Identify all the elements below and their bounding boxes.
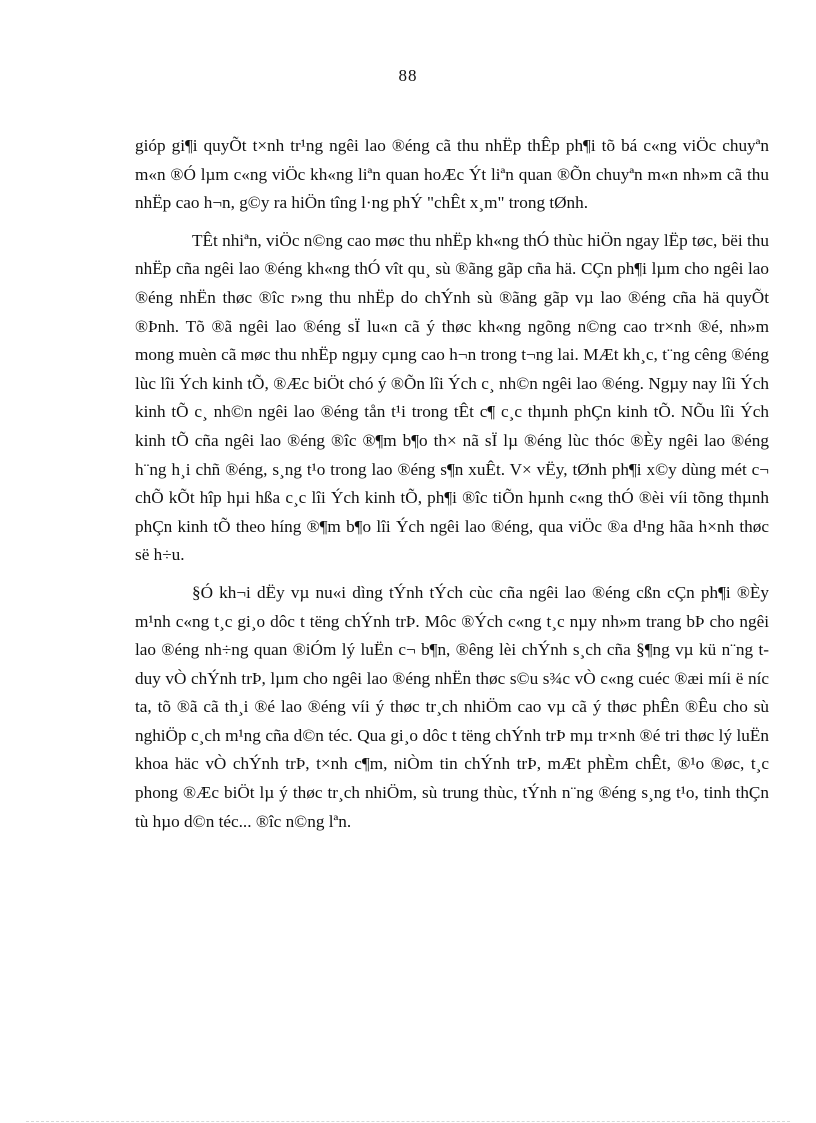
paragraph-2: TÊt nhiªn, viÖc n©ng cao møc thu nhËp kh«ng thÓ thùc hiÖn ngay lËp tøc, bëi thu nhËp cña ngêi lao ®éng kh«ng thÓ vît qu¸ sù ®ãng gãp cña hä. CÇn ph¶i lµm cho ngêi lao ®éng nhËn thøc ®îc r»ng thu nhËp do chÝnh sù ®ãng gãp vµ lao ®éng cña hä quyÕt ®Þnh. Tõ ®ã ngêi lao ®éng sÏ lu«n cã ý thøc kh«ng ngõng n©ng cao tr×nh ®é, nh»m mong muèn cã møc thu nhËp ngµy cµng cao h¬n trong t¬ng lai. MÆt kh¸c, t¨ng cêng ®éng lùc lîi Ých kinh tÕ, ®Æc biÖt chó ý ®Õn lîi Ých c¸ nh©n ngêi lao ®éng. Ngµy nay lîi Ých kinh tÕ c¸ nh©n ngêi lao ®éng tån t¹i trong tÊt c¶ c¸c thµnh phÇn kinh tÕ. NÕu lîi Ých kinh tÕ cña ngêi lao ®éng ®îc ®¶m b¶o th× nã sÏ lµ ®éng lùc thóc ®Èy ngêi lao ®éng h¨ng h¸i chñ ®éng, s¸ng t¹o trong lao ®éng s¶n xuÊt. V× vËy, tØnh ph¶i x©y dùng mét c¬ chÕ kÕt hîp hµi hßa c¸c lîi Ých kinh tÕ, ph¶i ®îc tiÕn hµnh c«ng thÓ ®èi víi tõng thµnh phÇn kinh tÕ theo híng ®¶m b¶o lîi Ých ngêi lao ®éng, qua viÖc ®a d¹ng hãa h×nh thøc së h÷u.: [135, 230, 769, 565]
paragraph-1: gióp gi¶i quyÕt t×nh tr¹ng ngêi lao ®éng cã thu nhËp thÊp ph¶i tõ bá c«ng viÖc chuyªn m«n ®Ó lµm c«ng viÖc kh«ng liªn quan hoÆc Ýt liªn quan ®Õn chuyªn m«n nh»m cã thu nhËp cao h¬n, g©y ra hiÖn tîng l·ng phÝ "chÊt x¸m" trong tØnh.: [135, 136, 769, 213]
paragraph-3: §Ó kh¬i dËy vµ nu«i dìng tÝnh tÝch cùc cña ngêi lao ®éng cßn cÇn ph¶i ®Èy m¹nh c«ng t¸c gi¸o dôc t tëng chÝnh trÞ. Môc ®Ých c«ng t¸c nµy nh»m trang bÞ cho ngêi lao ®éng nh÷ng quan ®iÓm lý luËn c¬ b¶n, ®êng lèi chÝnh s¸ch cña §¶ng vµ kü n¨ng t duy vÒ chÝnh trÞ, lµm cho ngêi lao ®éng nhËn thøc s©u s¾c vÒ c«ng cuéc ®æi míi ë níc ta, tõ ®ã cã th¸i ®é lao ®éng víi ý thøc tr¸ch nhiÖm cao vµ cã ý thøc phÊn ®Êu cho sù nghiÖp c¸ch m¹ng cña d©n téc. Qua gi¸o dôc t tëng chÝnh trÞ mµ tr×nh ®é tri thøc lý luËn khoa häc vÒ chÝnh trÞ, t×nh c¶m, niÒm tin chÝnh trÞ, mÆt phÈm chÊt, ®¹o ®øc, t¸c phong ®Æc biÖt lµ ý thøc tr¸ch nhiÖm, sù trung thùc, tÝnh n¨ng ®éng s¸ng t¹o, tinh thÇn tù hµo d©n téc... ®îc n©ng lªn.: [135, 582, 769, 831]
page-bottom-divider: [26, 1121, 790, 1122]
page-number: 88: [398, 66, 418, 85]
body-text: [135, 132, 769, 845]
